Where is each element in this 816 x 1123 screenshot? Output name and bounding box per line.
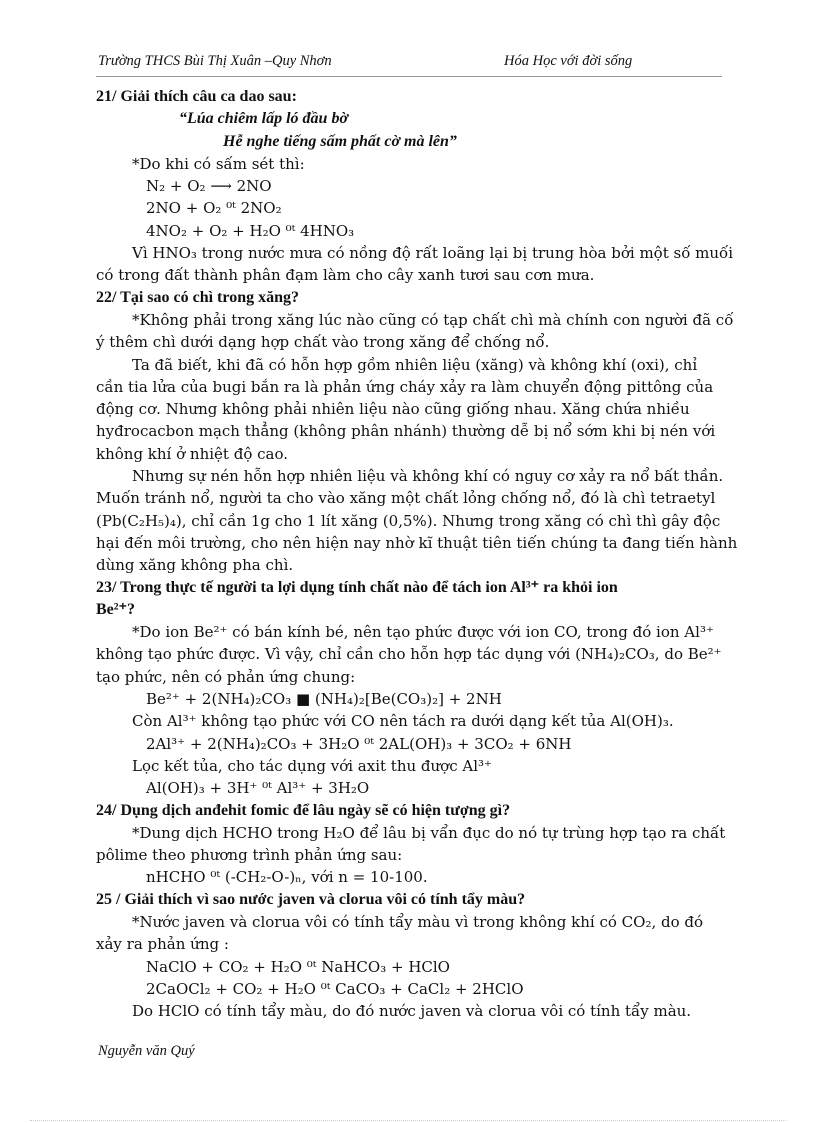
- header-subject: Hóa Học với đời sống: [504, 53, 633, 69]
- text-line: Vì HNO₃ trong nước mưa có nồng độ rất loãng lại bị trung hòa bởi một số muối: [132, 244, 734, 263]
- question-heading: 2CaOCl₂ + CO₂ + H₂O ⁰ᵗ CaCO₃ + CaCl₂ + 2HClO: [146, 979, 524, 998]
- text-line: hyđrocacbon mạch thẳng (không phân nhánh) thường dễ bị nổ sớm khi bị nén với: [96, 422, 716, 441]
- text-line: (Pb(C₂H₅)₄), chỉ cần 1g cho 1 lít xăng (0,5%). Nhưng trong xăng có chì thì gây độc: [96, 511, 721, 530]
- question-heading: 21/ Giải thích câu ca dao sau:: [96, 88, 297, 105]
- question-heading: 2NO + O₂ ⁰ᵗ 2NO₂: [146, 199, 282, 218]
- question-heading: 23/ Trong thực tế người ta lợi dụng tính chất nào để tách ion Al³⁺ ra khỏi ion: [96, 578, 618, 596]
- text-line: Nhưng sự nén hỗn hợp nhiên liệu và không khí có nguy cơ xảy ra nổ bất thần.: [132, 467, 724, 486]
- text-line: Ta đã biết, khi đã có hỗn hợp gồm nhiên liệu (xăng) và không khí (oxi), chỉ: [132, 355, 698, 374]
- page-header: [98, 53, 720, 73]
- header-school: Trường THCS Bùi Thị Xuân –Quy Nhơn: [98, 53, 332, 69]
- text-line: *Do ion Be²⁺ có bán kính bé, nên tạo phức được với ion CO, trong đó ion Al³⁺: [132, 623, 714, 642]
- poem-line: “Lúa chiêm lấp ló đầu bờ: [179, 110, 349, 128]
- header-divider: [96, 76, 722, 77]
- question-heading: 2Al³⁺ + 2(NH₄)₂CO₃ + 3H₂O ⁰ᵗ 2AL(OH)₃ + 3CO₂ + 6NH: [146, 734, 572, 753]
- text-line: xảy ra phản ứng :: [96, 935, 229, 954]
- text-line: hại đến môi trường, cho nên hiện nay nhờ kĩ thuật tiên tiến chúng ta đang tiến hành: [96, 533, 738, 552]
- question-heading: Al(OH)₃ + 3H⁺ ⁰ᵗ Al³⁺ + 3H₂O: [146, 779, 370, 798]
- text-line: Còn Al³⁺ không tạo phức với CO nên tách ra dưới dạng kết tủa Al(OH)₃.: [132, 712, 674, 731]
- text-line: *Không phải trong xăng lúc nào cũng có tạp chất chì mà chính con người đã cố: [132, 310, 734, 329]
- text-line: có trong đất thành phân đạm làm cho cây xanh tươi sau cơn mưa.: [96, 266, 595, 285]
- text-line: Lọc kết tủa, cho tác dụng với axit thu được Al³⁺: [132, 756, 492, 775]
- question-heading: 4NO₂ + O₂ + H₂O ⁰ᵗ 4HNO₃: [146, 221, 355, 240]
- text-line: không tạo phức được. Vì vậy, chỉ cần cho hỗn hợp tác dụng với (NH₄)₂CO₃, do Be²⁺: [96, 645, 722, 664]
- poem-line: Hễ nghe tiếng sấm phất cờ mà lên”: [223, 132, 457, 150]
- text-line: pôlime theo phương trình phản ứng sau:: [96, 846, 403, 865]
- page-bottom-divider: [30, 1120, 786, 1121]
- text-line: *Nước javen và clorua vôi có tính tẩy màu vì trong không khí có CO₂, do đó: [132, 912, 704, 931]
- question-heading: nHCHO ⁰ᵗ (-CH₂-O-)ₙ, với n = 10-100.: [146, 868, 428, 887]
- question-heading: 24/ Dụng dịch anđehit fomic để lâu ngày sẽ có hiện tượng gì?: [96, 801, 511, 819]
- text-line: ý thêm chì dưới dạng hợp chất vào trong xăng để chống nổ.: [96, 333, 550, 352]
- text-line: *Do khi có sấm sét thì:: [132, 154, 305, 173]
- text-line: tạo phức, nên có phản ứng chung:: [96, 667, 356, 686]
- page-footer-author: Nguyễn văn Quý: [98, 1043, 195, 1059]
- text-line: Muốn tránh nổ, người ta cho vào xăng một chất lỏng chống nổ, đó là chì tetraetyl: [96, 489, 716, 508]
- question-heading: 25 / Giải thích vì sao nước javen và clorua vôi có tính tẩy màu?: [96, 890, 526, 908]
- question-heading: 22/ Tại sao có chì trong xăng?: [96, 288, 299, 306]
- text-line: động cơ. Nhưng không phải nhiên liệu nào cũng giống nhau. Xăng chứa nhiều: [96, 400, 690, 419]
- text-line: dùng xăng không pha chì.: [96, 556, 294, 575]
- question-heading: NaClO + CO₂ + H₂O ⁰ᵗ NaHCO₃ + HClO: [146, 957, 450, 976]
- text-line: *Dung dịch HCHO trong H₂O để lâu bị vẩn đục do nó tự trùng hợp tạo ra chất: [132, 823, 726, 842]
- text-line: Do HClO có tính tẩy màu, do đó nước javen và clorua vôi có tính tẩy màu.: [132, 1002, 692, 1021]
- text-line: cần tia lửa của bugi bắn ra là phản ứng cháy xảy ra làm chuyển động pittông của: [96, 377, 714, 396]
- question-heading: Be²⁺?: [96, 600, 136, 618]
- question-heading: Be²⁺ + 2(NH₄)₂CO₃ ■ (NH₄)₂[Be(CO₃)₂] + 2NH: [146, 690, 502, 709]
- document-body: [96, 86, 738, 1022]
- text-line: không khí ở nhiệt độ cao.: [96, 444, 288, 463]
- question-heading: N₂ + O₂ ⟶ 2NO: [146, 177, 272, 196]
